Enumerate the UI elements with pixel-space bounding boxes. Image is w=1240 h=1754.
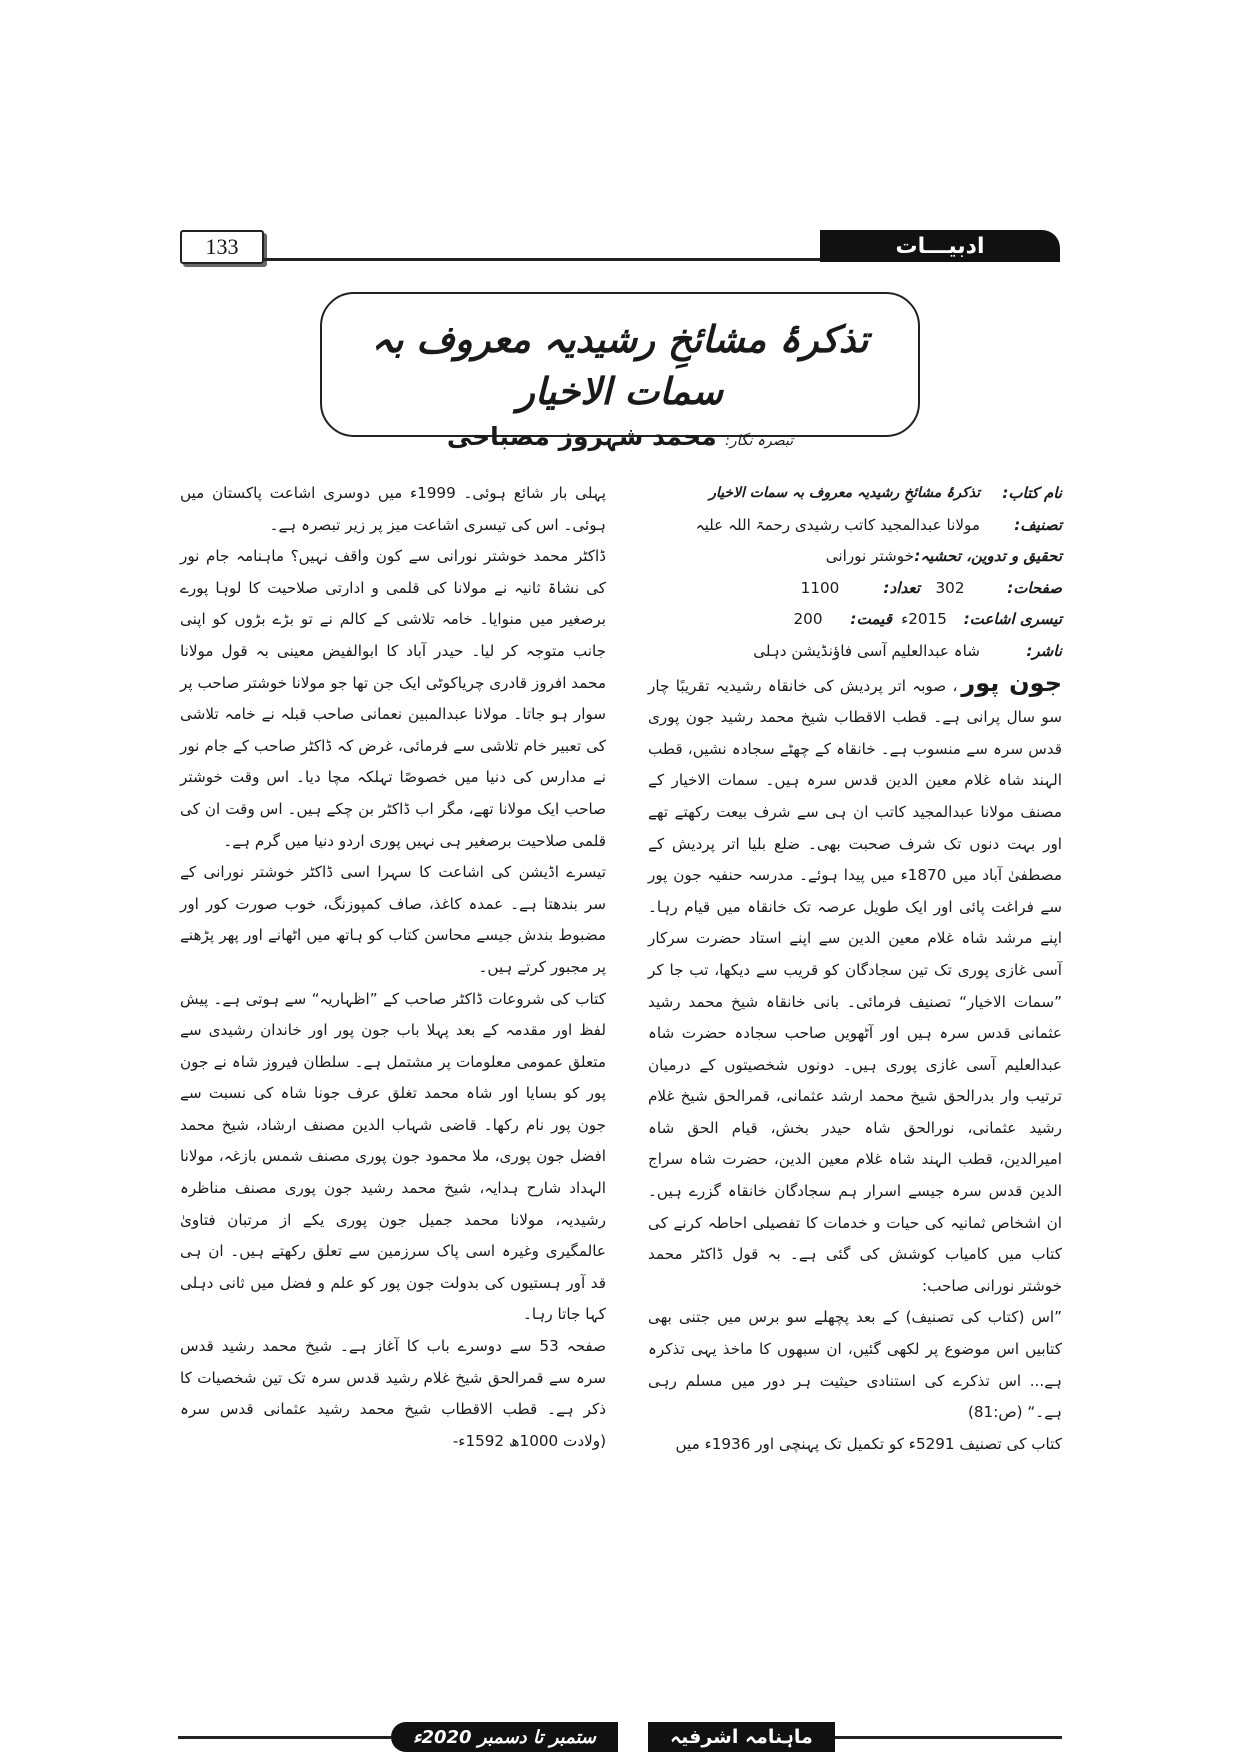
reviewer-name: محمد شہروز مصباحی bbox=[446, 421, 717, 451]
title-frame bbox=[320, 292, 920, 451]
paragraph: صفحہ 53 سے دوسرے باب کا آغاز ہے۔ شیخ محمد رشید قدس سرہ سے قمرالحق شیخ غلام رشید قدس سرہ تک تین شخصیات کا ذکر ہے۔ قطب الاقطاب شیخ محمد رشید عثمانی قدس سرہ (ولادت 1000ھ 1592ء- bbox=[180, 1337, 606, 1450]
copies-value: 1100 bbox=[800, 578, 840, 597]
left-column bbox=[180, 478, 606, 1457]
price-value: 200 bbox=[793, 610, 823, 629]
edition-label: تیسری اشاعت: bbox=[963, 610, 1062, 629]
reviewer-line bbox=[322, 422, 918, 451]
page-number-text: 133 bbox=[205, 234, 239, 259]
author-value: مولانا عبدالمجید کاتب رشیدی رحمۃ اللہ علیہ bbox=[695, 515, 980, 534]
book-name-row bbox=[648, 478, 1062, 510]
paragraph bbox=[648, 668, 1062, 1303]
paragraph: پہلی بار شائع ہوئی۔ 1999ء میں دوسری اشاعت پاکستان میں ہوئی۔ اس کی تیسری اشاعت میز پر زیر تبصرہ ہے۔ bbox=[180, 484, 606, 534]
edition-value: 2015ء bbox=[901, 610, 947, 629]
pages-row bbox=[648, 573, 1062, 605]
paragraph: کتاب کی تصنیف 5291ء کو تکمیل تک پہنچی اور 1936ء میں bbox=[675, 1434, 1062, 1453]
book-name-value: تذکرۂ مشائخِ رشیدیہ معروف بہ سمات الاخیار bbox=[709, 485, 980, 501]
paragraph: ڈاکٹر محمد خوشتر نورانی سے کون واقف نہیں؟ ماہنامہ جام نور کی نشاۃ ثانیہ نے مولانا کی قلمی و ادارتی صلاحیت کا لوہا پورے برصغیر میں منوایا۔ خامہ تلاشی کے کالم نے تو بڑے بڑوں کو اپنی جانب متوجہ کر لیا۔ حیدر آباد کا ابوالفیض معینی بہ قول مولانا محمد افروز قادری چریاکوٹی ایک جن تھا جو مولانا خوشتر صاحب پر سوار ہو جاتا۔ مولانا عبدالمبین نعمانی صاحب قبلہ نے خامہ تلاشی کی تعبیر خام تلاشی سے فرمائی، غرض کہ ڈاکٹر صاحب کے جام نور نے مدارس کی دنیا میں خصوصًا تہلکہ مچا دیا۔ اس وقت خوشتر صاحب ایک مولانا تھے، مگر اب ڈاکٹر بن چکے ہیں۔ اس وقت ان کی قلمی صلاحیت برصغیر ہی نہیں پوری اردو دنیا میں گرم ہے۔ bbox=[180, 547, 606, 850]
book-name-label: نام کتاب: bbox=[1002, 484, 1062, 502]
paragraph: کتاب کی شروعات ڈاکٹر صاحب کے ”اظہاریہ“ سے ہوتی ہے۔ پیش لفظ اور مقدمہ کے بعد پہلا باب جون پور اور خاندان رشیدی سے متعلق عمومی معلومات پر مشتمل ہے۔ سلطان فیروز شاہ نے جون پور کو بسایا اور شاہ محمد تغلق عرف جونا شاہ کی نسبت سے جون پور نام رکھا۔ قاضی شہاب الدین مصنف ارشاد، شیخ محمد افضل جون پوری، ملا محمود جون پوری مصنف شمس بازغہ، مولانا الہداد شارح ہدایہ، شیخ محمد رشید جون پوری مصنف مناظرہ رشیدیہ، مولانا محمد جمیل جون پوری یکے از مرتبان فتاویٰ عالمگیری وغیرہ اسی پاک سرزمین سے تعلق رکھتے ہیں۔ ان ہی قد آور ہستیوں کی بدولت جون پور کو علم و فضل میں ثانی دہلی کہا جاتا رہا۔ bbox=[180, 989, 606, 1324]
issue-date: ستمبر تا دسمبر 2020ء bbox=[391, 1722, 618, 1752]
copies-label: تعداد: bbox=[883, 578, 920, 597]
header-rule bbox=[262, 258, 822, 261]
section-tab bbox=[820, 230, 1060, 262]
edition-row bbox=[648, 604, 1062, 636]
quote-paragraph: ”اس (کتاب کی تصنیف) کے بعد پچھلے سو برس میں جتنی بھی کتابیں اس موضوع پر لکھی گئیں، ان سبھوں کا ماخذ یہی تذکرہ ہے... اس تذکرے کی استنادی حیثیت ہر دور میں مسلم رہی ہے۔“ (ص:81) bbox=[648, 1308, 1062, 1422]
editor-label: تحقیق و تدوین، تحشیہ: bbox=[914, 547, 1062, 566]
paragraph-body: ، صوبہ اتر پردیش کی خانقاہ رشیدیہ تقریبًا چار سو سال پرانی ہے۔ قطب الاقطاب شیخ محمد رشید جون پوری قدس سرہ سے منسوب ہے۔ خانقاہ کے چھٹے سجادہ نشیں، قطب الہند شاہ غلام معین الدین قدس سرہ ہیں۔ سمات الاخیار کے مصنف مولانا عبدالمجید کاتب ان ہی سے شرف بیعت رکھتے تھے اور بہت دنوں تک شرف صحبت بھی۔ ضلع بلیا اتر پردیش کے مصطفیٰ آباد میں 1870ء میں پیدا ہوئے۔ مدرسہ حنفیہ جون پور سے فراغت پائی اور ایک طویل عرصہ تک خانقاہ میں قیام رہا۔ اپنے مرشد شاہ غلام معین الدین سے اپنے استاد حضرت سرکار آسی غازی پوری تک تین سجادگان کو قریب سے دیکھا، تب جا کر ”سمات الاخیار“ تصنیف فرمائی۔ بانی خانقاہ شیخ محمد رشید عثمانی قدس سرہ ہیں اور آٹھویں صاحب سجادہ حضرت شاہ عبدالعلیم آسی غازی پوری ہیں۔ دونوں شخصیتوں کے درمیان ترتیب وار بدرالحق شیخ محمد ارشد عثمانی، قمرالحق شیخ غلام رشید عثمانی، نورالحق شاہ حیدر بخش، قیام الحق شاہ امیرالدین، قطب الہند شاہ غلام معین الدین، حضرت شاہ سراج الدین قدس سرہ جیسے اسرار ہم سجادگان خانقاہ گزرے ہیں۔ ان اشخاص ثمانیہ کی حیات و خدمات کا تفصیلی احاطہ کرنے کی کتاب میں کامیاب کوشش کی گئی ہے۔ بہ قول ڈاکٹر محمد خوشتر نورانی صاحب: bbox=[648, 676, 1062, 1295]
footer-rule bbox=[178, 1736, 391, 1739]
price-label: قیمت: bbox=[850, 610, 892, 629]
publisher-row bbox=[648, 636, 1062, 668]
author-label: تصنیف: bbox=[1014, 515, 1062, 534]
paragraph: تیسرے اڈیشن کی اشاعت کا سہرا اسی ڈاکٹر خوشتر نورانی کے سر بندھتا ہے۔ عمدہ کاغذ، صاف کمپوزنگ، خوب صورت کور اور مضبوط بندش جیسے محاسن کتاب کو ہاتھ میں اٹھانے اور پھر پڑھنے پر مجبور کرتے ہیں۔ bbox=[180, 863, 606, 976]
page-number bbox=[180, 230, 264, 264]
pages-label: صفحات: bbox=[1007, 578, 1062, 597]
publisher-label: ناشر: bbox=[1026, 641, 1062, 660]
author-row bbox=[648, 510, 1062, 542]
reviewer-label: تبصرہ نگار: bbox=[725, 432, 794, 449]
footer-rule bbox=[835, 1736, 1062, 1739]
editor-value: خوشتر نورانی bbox=[825, 547, 914, 566]
right-column bbox=[648, 478, 1062, 1460]
article-title: تذکرۂ مشائخِ رشیدیہ معروف بہ سمات الاخیار bbox=[371, 317, 869, 413]
magazine-name: ماہنامہ اشرفیہ bbox=[648, 1722, 835, 1752]
publisher-value: شاہ عبدالعلیم آسی فاؤنڈیشن دہلی bbox=[753, 641, 980, 660]
city-lead: جون پور bbox=[961, 668, 1062, 697]
editor-row bbox=[648, 541, 1062, 573]
pages-value: 302 bbox=[935, 578, 965, 597]
footer-magazine bbox=[648, 1720, 1062, 1754]
footer-issue bbox=[178, 1720, 618, 1754]
section-tab-label: ادبیـــات bbox=[895, 233, 985, 259]
